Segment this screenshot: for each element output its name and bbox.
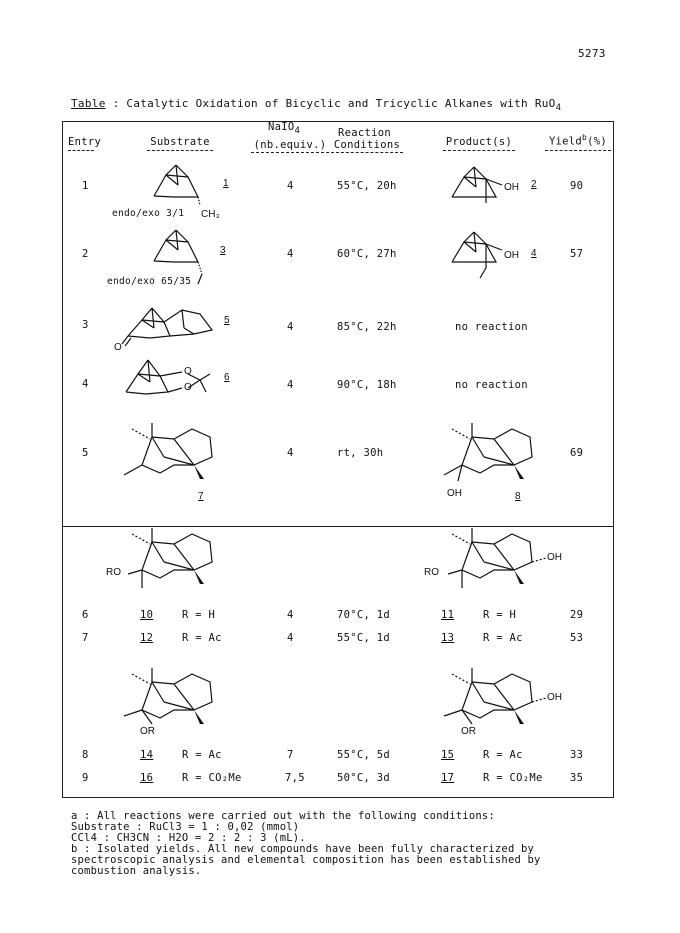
table-title-sub: 4 <box>555 103 562 114</box>
isomer-ratio: endo/exo 3/1 <box>112 208 185 219</box>
entry-number: 4 <box>82 378 89 390</box>
substrate-structure-1 <box>150 163 225 205</box>
or-label: OR <box>461 726 476 737</box>
conditions-value: 70°C, 1d <box>337 609 390 621</box>
substrate-number: 3 <box>220 245 226 256</box>
conditions-value: 55°C, 5d <box>337 749 390 761</box>
entry-number: 1 <box>82 180 89 192</box>
header-yield-unit: (%) <box>587 135 608 148</box>
header-naio4-bottom-label: (nb.equiv.) <box>253 139 327 151</box>
product-number: 4 <box>531 248 537 259</box>
product-number: 13 <box>441 632 455 644</box>
substrate-r-group: R = CO₂Me <box>182 772 242 784</box>
substrate-r-group: R = H <box>182 609 216 621</box>
equiv-value: 4 <box>287 248 294 260</box>
entry-number: 9 <box>82 772 89 784</box>
conditions-value: 60°C, 27h <box>337 248 397 260</box>
hydroxyl-label: OH <box>504 250 519 261</box>
conditions-value: rt, 30h <box>337 447 384 459</box>
equiv-value: 4 <box>287 632 294 644</box>
header-reaction <box>338 127 391 139</box>
footnote-line: combustion analysis. <box>71 865 202 877</box>
hydroxyl-label: OH <box>504 182 519 193</box>
substrate-number: 7 <box>198 491 204 502</box>
header-yield-label: Yield <box>548 135 583 148</box>
entry-number: 8 <box>82 749 89 761</box>
yield-value: 57 <box>570 248 584 260</box>
substrate-number: 12 <box>140 632 154 644</box>
product-r-group: R = H <box>483 609 517 621</box>
header-product <box>443 136 515 151</box>
header-conditions-label: Conditions <box>333 139 401 151</box>
conditions-value: 55°C, 20h <box>337 180 397 192</box>
entry-number: 3 <box>82 319 89 331</box>
header-yield-rule <box>545 148 611 151</box>
footnote-line: Substrate : RuCl3 = 1 : 0,02 (mmol) <box>71 821 300 833</box>
methyl-label: CH₃ <box>201 209 220 220</box>
substrate-r-group: R = Ac <box>182 632 222 644</box>
product-structure-11-13 <box>438 520 548 600</box>
yield-value: 33 <box>570 749 584 761</box>
header-conditions <box>331 139 403 153</box>
header-naio4-bottom <box>251 139 329 153</box>
yield-value: 35 <box>570 772 584 784</box>
dioxolane-oxygen-label: O <box>184 382 192 393</box>
yield-value: 53 <box>570 632 584 644</box>
conditions-value: 55°C, 1d <box>337 632 390 644</box>
footnote-line: CCl4 : CH3CN : H2O = 2 : 2 : 3 (mL). <box>71 832 306 844</box>
substrate-number: 14 <box>140 749 154 761</box>
header-substrate-rule <box>147 148 213 151</box>
header-product-label: Product(s) <box>445 136 513 148</box>
substrate-r-group: R = Ac <box>182 749 222 761</box>
substrate-structure-7 <box>118 415 228 495</box>
product-number: 8 <box>515 491 521 502</box>
substrate-number: 6 <box>224 372 230 383</box>
substrate-structure-10-12 <box>118 520 228 600</box>
entry-number: 7 <box>82 632 89 644</box>
header-entry-label: Entry <box>68 136 102 148</box>
product-structure-15-17 <box>438 660 548 740</box>
entry-number: 6 <box>82 609 89 621</box>
header-yield <box>545 133 611 151</box>
substrate-structure-5 <box>120 300 220 350</box>
product-text: no reaction <box>455 321 528 333</box>
header-reaction-top-label: Reaction <box>338 127 391 139</box>
hydroxyl-label: OH <box>447 488 462 499</box>
product-r-group: R = Ac <box>483 749 523 761</box>
header-entry-rule <box>68 148 94 151</box>
product-structure-2 <box>450 167 510 212</box>
equiv-value: 7 <box>287 749 294 761</box>
footnotes <box>71 811 541 877</box>
carbonyl-oxygen-label: O <box>114 342 122 353</box>
footnote-line: a : All reactions were carried out with the following conditions: <box>71 810 495 822</box>
conditions-value: 50°C, 3d <box>337 772 390 784</box>
conditions-value: 90°C, 18h <box>337 379 397 391</box>
equiv-value: 4 <box>287 321 294 333</box>
product-text: no reaction <box>455 379 528 391</box>
isomer-ratio: endo/exo 65/35 <box>107 276 192 287</box>
ro-label: RO <box>106 567 121 578</box>
ro-label: RO <box>424 567 439 578</box>
product-number: 15 <box>441 749 455 761</box>
product-r-group: R = CO₂Me <box>483 772 543 784</box>
yield-value: 90 <box>570 180 584 192</box>
hydroxyl-label: OH <box>547 552 562 563</box>
product-r-group: R = Ac <box>483 632 523 644</box>
table-title-label: Table <box>71 97 106 110</box>
product-number: 17 <box>441 772 455 784</box>
product-number: 11 <box>441 609 455 621</box>
dioxolane-oxygen-label: O <box>184 366 192 377</box>
equiv-value: 4 <box>287 379 294 391</box>
substrate-number: 10 <box>140 609 154 621</box>
product-structure-4 <box>450 232 510 288</box>
footnote-line: b : Isolated yields. All new compounds have been fully characterized by <box>71 843 535 855</box>
equiv-value: 7,5 <box>285 772 305 784</box>
substrate-number: 1 <box>223 178 229 189</box>
header-entry <box>68 136 101 151</box>
substrate-structure-14-16 <box>118 660 228 740</box>
page-number: 5273 <box>578 47 606 60</box>
footnote-line: spectroscopic analysis and elemental composition has been established by <box>71 854 541 866</box>
header-substrate-label: Substrate <box>150 136 210 148</box>
header-substrate <box>147 136 213 151</box>
or-label: OR <box>140 726 155 737</box>
equiv-value: 4 <box>287 609 294 621</box>
yield-value: 29 <box>570 609 584 621</box>
header-naio4-sub: 4 <box>294 126 301 137</box>
table-title <box>71 97 561 113</box>
substrate-number: 16 <box>140 772 154 784</box>
header-yield-sup: b <box>582 133 588 142</box>
entry-number: 5 <box>82 447 89 459</box>
equiv-value: 4 <box>287 180 294 192</box>
header-naio4-top-label: NaIO <box>268 121 295 133</box>
entry-number: 2 <box>82 248 89 260</box>
header-product-rule <box>443 148 515 151</box>
substrate-number: 5 <box>224 315 230 326</box>
equiv-value: 4 <box>287 447 294 459</box>
header-naio4-top <box>268 121 300 136</box>
hydroxyl-label: OH <box>547 692 562 703</box>
table-title-text: : Catalytic Oxidation of Bicyclic and Tricyclic Alkanes with RuO <box>112 97 556 110</box>
conditions-value: 85°C, 22h <box>337 321 397 333</box>
header-naio4-rule <box>251 151 329 153</box>
product-structure-8 <box>438 415 548 495</box>
yield-value: 69 <box>570 447 584 459</box>
substrate-structure-6 <box>120 356 230 406</box>
header-conditions-rule <box>331 151 403 153</box>
product-number: 2 <box>531 179 537 190</box>
